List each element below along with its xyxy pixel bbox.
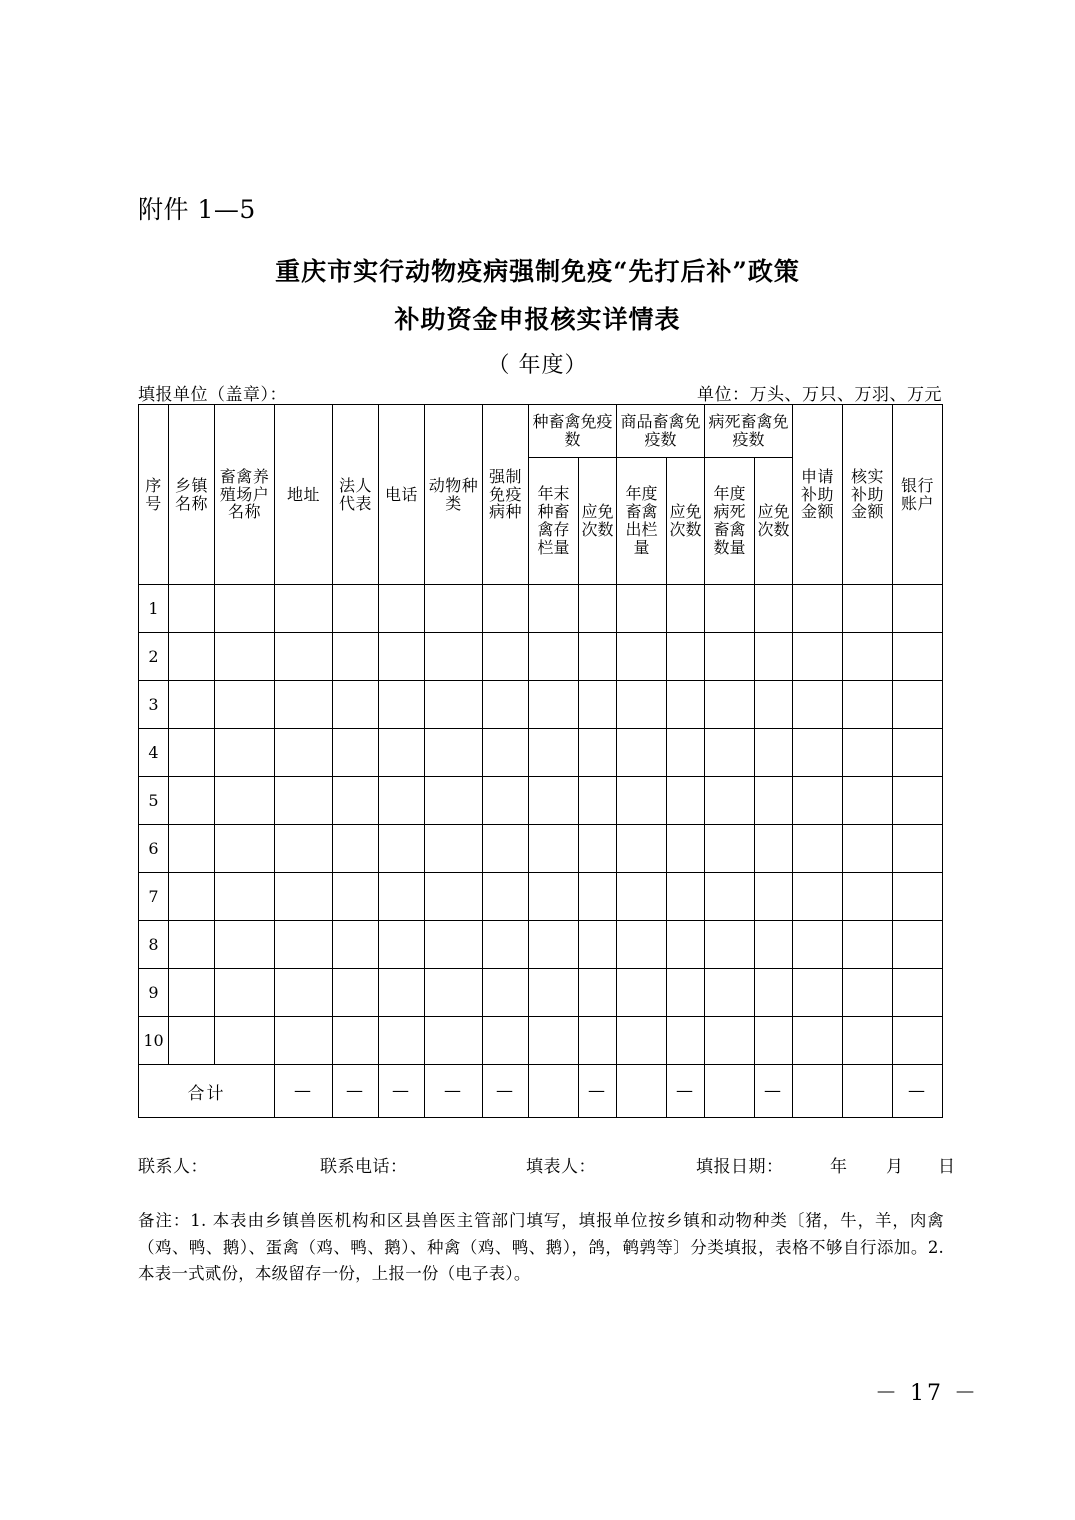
data-cell[interactable]	[169, 873, 215, 921]
data-cell[interactable]	[579, 921, 617, 969]
contact-person-label: 联系人：	[138, 1157, 208, 1177]
data-cell[interactable]	[617, 825, 667, 873]
data-cell[interactable]	[333, 873, 379, 921]
data-cell[interactable]	[483, 729, 529, 777]
th-seq: 序号	[139, 405, 169, 585]
data-cell[interactable]	[893, 1017, 943, 1065]
table-row	[139, 681, 943, 729]
data-cell[interactable]	[893, 873, 943, 921]
th-group-commodity: 商品畜禽免疫数	[617, 405, 705, 458]
row-number-cell: 3	[139, 681, 169, 729]
table-head	[139, 405, 943, 585]
data-cell[interactable]	[793, 633, 843, 681]
data-cell[interactable]	[529, 825, 579, 873]
data-cell[interactable]	[215, 969, 275, 1017]
th-breeding-times: 应免次数	[579, 458, 617, 585]
data-cell[interactable]	[379, 969, 425, 1017]
data-cell[interactable]	[893, 777, 943, 825]
data-cell[interactable]	[893, 681, 943, 729]
data-cell[interactable]	[793, 729, 843, 777]
data-cell[interactable]	[379, 729, 425, 777]
data-cell[interactable]	[705, 825, 755, 873]
declaration-table	[138, 404, 943, 1118]
data-cell[interactable]	[579, 681, 617, 729]
document-title-line-1: 重庆市实行动物疫病强制免疫“先打后补”政策	[275, 257, 800, 286]
data-cell[interactable]	[379, 633, 425, 681]
data-cell[interactable]	[425, 873, 483, 921]
data-cell[interactable]	[275, 633, 333, 681]
data-cell[interactable]	[843, 921, 893, 969]
data-cell[interactable]	[215, 585, 275, 633]
data-cell[interactable]	[843, 873, 893, 921]
data-cell[interactable]	[379, 681, 425, 729]
th-commodity-times: 应免次数	[667, 458, 705, 585]
data-cell[interactable]	[793, 921, 843, 969]
data-cell[interactable]	[705, 633, 755, 681]
data-cell[interactable]	[275, 777, 333, 825]
data-cell[interactable]	[483, 777, 529, 825]
th-group-breeding: 种畜禽免疫数	[529, 405, 617, 458]
data-cell[interactable]	[617, 681, 667, 729]
data-cell[interactable]	[169, 585, 215, 633]
data-cell[interactable]	[579, 969, 617, 1017]
data-cell[interactable]	[705, 777, 755, 825]
table-body	[139, 585, 943, 1118]
data-cell[interactable]	[705, 729, 755, 777]
data-cell[interactable]	[893, 969, 943, 1017]
table-row	[139, 585, 943, 633]
data-cell[interactable]	[333, 777, 379, 825]
data-cell[interactable]	[215, 777, 275, 825]
data-cell[interactable]	[529, 681, 579, 729]
data-cell[interactable]	[425, 729, 483, 777]
th-farm-name: 畜禽养殖场户名称	[215, 405, 275, 585]
data-cell[interactable]	[617, 777, 667, 825]
data-cell[interactable]	[425, 777, 483, 825]
remarks-text: 备注：1. 本表由乡镇兽医机构和区县兽医主管部门填写，填报单位按乡镇和动物种类〔猪，牛，羊，肉禽（鸡、鸭、鹅）、蛋禽（鸡、鸭、鹅）、种禽（鸡、鸭、鹅），鸽，鹌鹑等〕分类填报，表格不够自行添加。2. 本表一式贰份，本级留存一份，上报一份（电子表）。	[138, 1211, 944, 1284]
data-cell[interactable]	[793, 969, 843, 1017]
data-cell[interactable]	[215, 921, 275, 969]
row-number-cell: 2	[139, 633, 169, 681]
th-phone: 电话	[379, 405, 425, 585]
data-cell[interactable]	[843, 825, 893, 873]
data-cell[interactable]	[215, 681, 275, 729]
data-cell[interactable]	[275, 921, 333, 969]
th-dead-count: 年度病死畜禽数量	[705, 458, 755, 585]
data-cell[interactable]	[169, 633, 215, 681]
table-row	[139, 729, 943, 777]
data-cell[interactable]	[579, 633, 617, 681]
th-legal-rep: 法人代表	[333, 405, 379, 585]
th-commodity-out: 年度畜禽出栏量	[617, 458, 667, 585]
data-cell[interactable]	[579, 729, 617, 777]
data-cell[interactable]	[579, 873, 617, 921]
total-dash-cell: —	[379, 1065, 425, 1118]
data-cell[interactable]	[667, 921, 705, 969]
row-number-cell: 4	[139, 729, 169, 777]
data-cell[interactable]	[893, 585, 943, 633]
data-cell[interactable]	[483, 873, 529, 921]
date-month-label: 月	[886, 1157, 904, 1177]
total-dash-cell: —	[755, 1065, 793, 1118]
data-cell[interactable]	[893, 921, 943, 969]
data-cell[interactable]	[215, 873, 275, 921]
declaration-table-wrapper	[138, 404, 942, 1118]
data-cell[interactable]	[755, 729, 793, 777]
data-cell[interactable]	[425, 633, 483, 681]
row-number-cell: 5	[139, 777, 169, 825]
total-dash-cell: —	[333, 1065, 379, 1118]
total-blank-cell[interactable]	[529, 1065, 579, 1118]
row-number-cell: 9	[139, 969, 169, 1017]
total-dash-cell: —	[667, 1065, 705, 1118]
th-bank-account: 银行账户	[893, 405, 943, 585]
data-cell[interactable]	[793, 873, 843, 921]
data-cell[interactable]	[755, 1017, 793, 1065]
data-cell[interactable]	[667, 729, 705, 777]
data-cell[interactable]	[579, 585, 617, 633]
table-row	[139, 633, 943, 681]
data-cell[interactable]	[755, 873, 793, 921]
data-cell[interactable]	[755, 777, 793, 825]
data-cell[interactable]	[843, 729, 893, 777]
data-cell[interactable]	[169, 729, 215, 777]
data-cell[interactable]	[579, 825, 617, 873]
total-dash-cell: —	[893, 1065, 943, 1118]
data-cell[interactable]	[275, 969, 333, 1017]
table-meta-row	[138, 380, 942, 405]
data-cell[interactable]	[843, 633, 893, 681]
data-cell[interactable]	[893, 633, 943, 681]
data-cell[interactable]	[617, 921, 667, 969]
data-cell[interactable]	[617, 969, 667, 1017]
data-cell[interactable]	[793, 585, 843, 633]
filler-unit-label: 填报单位（盖章）：	[138, 385, 287, 405]
contact-phone-label: 联系电话：	[320, 1157, 408, 1177]
data-cell[interactable]	[793, 825, 843, 873]
data-cell[interactable]	[705, 921, 755, 969]
total-label-cell: 合计	[139, 1065, 275, 1118]
data-cell[interactable]	[617, 729, 667, 777]
data-cell[interactable]	[705, 1017, 755, 1065]
data-cell[interactable]	[667, 873, 705, 921]
date-year-label: 年	[830, 1157, 848, 1177]
total-blank-cell[interactable]	[705, 1065, 755, 1118]
total-row	[139, 1065, 943, 1118]
document-title-line-2: 补助资金申报核实详情表	[394, 305, 681, 334]
data-cell[interactable]	[529, 633, 579, 681]
fill-date-label: 填报日期：	[696, 1157, 784, 1177]
data-cell[interactable]	[667, 777, 705, 825]
data-cell[interactable]	[579, 1017, 617, 1065]
total-dash-cell: —	[275, 1065, 333, 1118]
data-cell[interactable]	[617, 1017, 667, 1065]
data-cell[interactable]	[705, 873, 755, 921]
data-cell[interactable]	[425, 969, 483, 1017]
date-day-label: 日	[938, 1157, 956, 1177]
th-address: 地址	[275, 405, 333, 585]
row-number-cell: 10	[139, 1017, 169, 1065]
th-group-dead: 病死畜禽免疫数	[705, 405, 793, 458]
data-cell[interactable]	[843, 969, 893, 1017]
data-cell[interactable]	[379, 825, 425, 873]
page-number: － 17 －	[875, 1381, 979, 1406]
data-cell[interactable]	[843, 1017, 893, 1065]
data-cell[interactable]	[705, 585, 755, 633]
data-cell[interactable]	[333, 681, 379, 729]
data-cell[interactable]	[755, 681, 793, 729]
data-cell[interactable]	[379, 873, 425, 921]
data-cell[interactable]	[755, 825, 793, 873]
data-cell[interactable]	[275, 825, 333, 873]
attachment-label: 附件 1—5	[138, 195, 256, 224]
data-cell[interactable]	[667, 825, 705, 873]
data-cell[interactable]	[169, 681, 215, 729]
data-cell[interactable]	[755, 633, 793, 681]
data-cell[interactable]	[275, 681, 333, 729]
data-cell[interactable]	[425, 1017, 483, 1065]
data-cell[interactable]	[529, 921, 579, 969]
data-cell[interactable]	[379, 1017, 425, 1065]
data-cell[interactable]	[379, 921, 425, 969]
data-cell[interactable]	[529, 585, 579, 633]
data-cell[interactable]	[169, 777, 215, 825]
table-row	[139, 873, 943, 921]
total-blank-cell[interactable]	[793, 1065, 843, 1118]
data-cell[interactable]	[705, 681, 755, 729]
data-cell[interactable]	[483, 969, 529, 1017]
data-cell[interactable]	[215, 825, 275, 873]
total-dash-cell: —	[579, 1065, 617, 1118]
data-cell[interactable]	[425, 681, 483, 729]
data-cell[interactable]	[483, 921, 529, 969]
data-cell[interactable]	[843, 585, 893, 633]
data-cell[interactable]	[483, 633, 529, 681]
data-cell[interactable]	[793, 1017, 843, 1065]
data-cell[interactable]	[275, 585, 333, 633]
data-cell[interactable]	[755, 585, 793, 633]
data-cell[interactable]	[529, 873, 579, 921]
row-number-cell: 1	[139, 585, 169, 633]
total-blank-cell[interactable]	[617, 1065, 667, 1118]
data-cell[interactable]	[793, 681, 843, 729]
total-dash-cell: —	[483, 1065, 529, 1118]
data-cell[interactable]	[755, 969, 793, 1017]
data-cell[interactable]	[617, 585, 667, 633]
total-dash-cell: —	[425, 1065, 483, 1118]
data-cell[interactable]	[215, 1017, 275, 1065]
data-cell[interactable]	[333, 585, 379, 633]
data-cell[interactable]	[379, 585, 425, 633]
data-cell[interactable]	[333, 633, 379, 681]
table-row	[139, 1017, 943, 1065]
data-cell[interactable]	[843, 777, 893, 825]
data-cell[interactable]	[169, 969, 215, 1017]
data-cell[interactable]	[793, 777, 843, 825]
data-cell[interactable]	[169, 1017, 215, 1065]
header-row-top	[139, 405, 943, 458]
filled-by-label: 填表人：	[526, 1157, 596, 1177]
data-cell[interactable]	[755, 921, 793, 969]
data-cell[interactable]	[333, 729, 379, 777]
data-cell[interactable]	[667, 585, 705, 633]
data-cell[interactable]	[705, 969, 755, 1017]
data-cell[interactable]	[483, 1017, 529, 1065]
data-cell[interactable]	[667, 633, 705, 681]
data-cell[interactable]	[483, 681, 529, 729]
data-cell[interactable]	[169, 825, 215, 873]
data-cell[interactable]	[529, 1017, 579, 1065]
data-cell[interactable]	[667, 681, 705, 729]
table-row	[139, 825, 943, 873]
data-cell[interactable]	[425, 825, 483, 873]
data-cell[interactable]	[169, 921, 215, 969]
total-blank-cell[interactable]	[843, 1065, 893, 1118]
data-cell[interactable]	[275, 729, 333, 777]
th-dead-times: 应免次数	[755, 458, 793, 585]
data-cell[interactable]	[379, 777, 425, 825]
data-cell[interactable]	[529, 729, 579, 777]
th-verified-amount: 核实补助金额	[843, 405, 893, 585]
data-cell[interactable]	[275, 1017, 333, 1065]
th-animal-type: 动物种类	[425, 405, 483, 585]
data-cell[interactable]	[893, 729, 943, 777]
data-cell[interactable]	[617, 873, 667, 921]
data-cell[interactable]	[333, 1017, 379, 1065]
th-breeding-stock: 年末种畜禽存栏量	[529, 458, 579, 585]
data-cell[interactable]	[425, 921, 483, 969]
data-cell[interactable]	[483, 825, 529, 873]
data-cell[interactable]	[617, 633, 667, 681]
data-cell[interactable]	[215, 633, 275, 681]
data-cell[interactable]	[483, 585, 529, 633]
th-apply-amount: 申请补助金额	[793, 405, 843, 585]
row-number-cell: 7	[139, 873, 169, 921]
data-cell[interactable]	[893, 825, 943, 873]
table-row	[139, 969, 943, 1017]
row-number-cell: 6	[139, 825, 169, 873]
data-cell[interactable]	[529, 777, 579, 825]
data-cell[interactable]	[425, 585, 483, 633]
data-cell[interactable]	[843, 681, 893, 729]
data-cell[interactable]	[215, 729, 275, 777]
unit-note: 单位：万头、万只、万羽、万元	[697, 385, 942, 405]
data-cell[interactable]	[667, 969, 705, 1017]
table-row	[139, 777, 943, 825]
year-field: （ 年度）	[487, 353, 588, 378]
data-cell[interactable]	[275, 873, 333, 921]
row-number-cell: 8	[139, 921, 169, 969]
th-disease: 强制免疫病种	[483, 405, 529, 585]
data-cell[interactable]	[333, 969, 379, 1017]
table-row	[139, 921, 943, 969]
data-cell[interactable]	[333, 921, 379, 969]
data-cell[interactable]	[579, 777, 617, 825]
data-cell[interactable]	[529, 969, 579, 1017]
data-cell[interactable]	[667, 1017, 705, 1065]
data-cell[interactable]	[333, 825, 379, 873]
th-township: 乡镇名称	[169, 405, 215, 585]
